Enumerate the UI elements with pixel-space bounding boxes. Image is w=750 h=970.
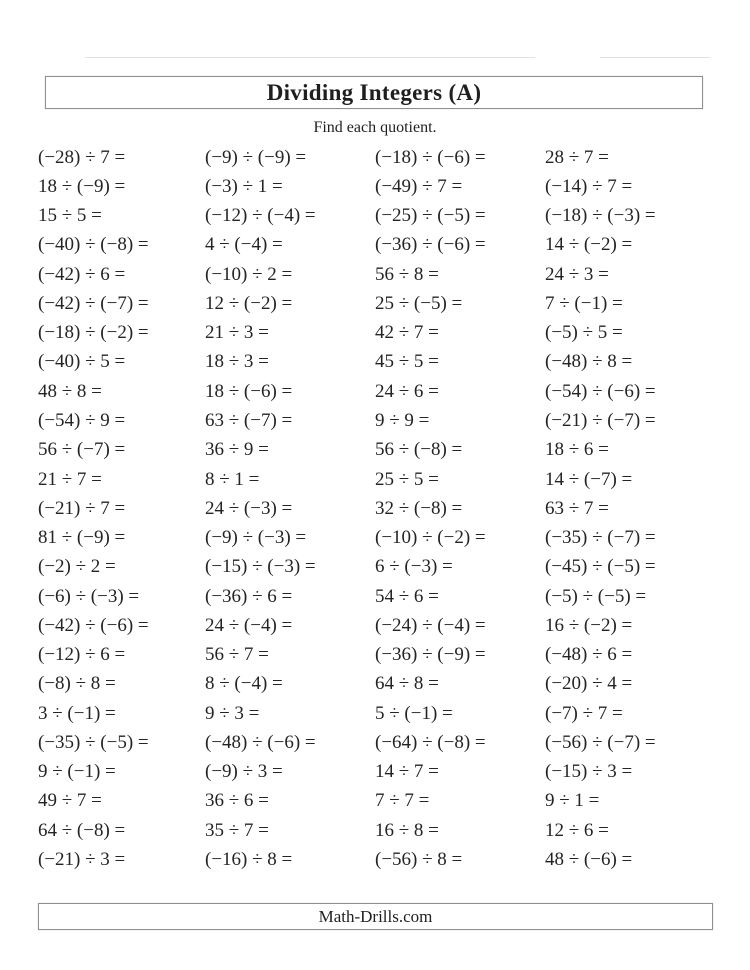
- problem: 9 ÷ 3 =: [205, 702, 260, 724]
- problem: 12 ÷ 6 =: [545, 819, 609, 841]
- problem: (−18) ÷ (−3) =: [545, 205, 656, 227]
- problem: 9 ÷ (−1) =: [38, 761, 116, 783]
- problem: (−25) ÷ (−5) =: [375, 205, 486, 227]
- footer-box: [38, 903, 713, 930]
- problem: 9 ÷ 9 =: [375, 410, 430, 432]
- problem: 48 ÷ (−6) =: [545, 849, 633, 870]
- problem: (−8) ÷ 8 =: [38, 673, 116, 695]
- problem: (−9) ÷ (−3) =: [205, 527, 307, 549]
- title-box: [45, 76, 703, 109]
- problem: 56 ÷ (−7) =: [38, 439, 126, 461]
- problem: 18 ÷ 3 =: [205, 351, 269, 373]
- problem: (−5) ÷ 5 =: [545, 322, 623, 344]
- problem: (−40) ÷ 5 =: [38, 351, 126, 373]
- problem: (−36) ÷ 6 =: [205, 585, 293, 607]
- problem: (−42) ÷ (−6) =: [38, 614, 149, 636]
- problem: (−64) ÷ (−8) =: [375, 731, 486, 753]
- problem: 64 ÷ (−8) =: [38, 819, 126, 841]
- problem: 6 ÷ (−3) =: [375, 556, 453, 578]
- problem: (−35) ÷ (−5) =: [38, 731, 149, 753]
- problem: 63 ÷ 7 =: [545, 497, 609, 519]
- problem: 32 ÷ (−8) =: [375, 497, 463, 519]
- problem: (−56) ÷ (−7) =: [545, 731, 656, 753]
- problem: (−24) ÷ (−4) =: [375, 614, 486, 636]
- problem: 24 ÷ (−4) =: [205, 614, 293, 636]
- problem: 21 ÷ 7 =: [38, 468, 102, 490]
- problem: 36 ÷ 6 =: [205, 790, 269, 812]
- problem: (−49) ÷ 7 =: [375, 175, 463, 197]
- problem: 56 ÷ (−8) =: [375, 439, 463, 461]
- problem: 3 ÷ (−1) =: [38, 702, 116, 724]
- problem: 16 ÷ (−2) =: [545, 614, 633, 636]
- problem: 14 ÷ (−2) =: [545, 234, 633, 256]
- problem: (−18) ÷ (−6) =: [375, 146, 486, 168]
- problem: (−36) ÷ (−6) =: [375, 234, 486, 256]
- problem: 24 ÷ 3 =: [545, 263, 609, 285]
- problem: (−18) ÷ (−2) =: [38, 322, 149, 344]
- footer-text: Math-Drills.com: [318, 906, 433, 926]
- problem: (−10) ÷ 2 =: [205, 263, 293, 285]
- problem: 24 ÷ (−3) =: [205, 497, 293, 519]
- problem: (−9) ÷ 3 =: [205, 761, 283, 783]
- problem: 64 ÷ 8 =: [375, 673, 439, 695]
- problem: 56 ÷ 7 =: [205, 644, 269, 666]
- problem: 36 ÷ 9 =: [205, 439, 269, 461]
- problem: (−2) ÷ 2 =: [38, 556, 116, 578]
- problem: (−12) ÷ 6 =: [38, 644, 126, 666]
- problem: 48 ÷ 8 =: [38, 380, 102, 402]
- problem: 18 ÷ (−9) =: [38, 175, 126, 197]
- problem: (−16) ÷ 8 =: [205, 849, 293, 870]
- problem: 18 ÷ 6 =: [545, 439, 609, 461]
- problem: (−21) ÷ (−7) =: [545, 410, 656, 432]
- problem: 8 ÷ (−4) =: [205, 673, 283, 695]
- page-title: Dividing Integers (A): [266, 79, 482, 105]
- problem: 16 ÷ 8 =: [375, 819, 439, 841]
- problem: (−20) ÷ 4 =: [545, 673, 633, 695]
- problem: (−21) ÷ 7 =: [38, 497, 126, 519]
- problem: (−42) ÷ 6 =: [38, 263, 126, 285]
- problem: (−42) ÷ (−7) =: [38, 292, 149, 314]
- problem: (−54) ÷ 9 =: [38, 410, 126, 432]
- problem: (−45) ÷ (−5) =: [545, 556, 656, 578]
- problem: (−21) ÷ 3 =: [38, 849, 126, 870]
- problem: 5 ÷ (−1) =: [375, 702, 453, 724]
- problem: (−3) ÷ 1 =: [205, 175, 283, 197]
- problem: 63 ÷ (−7) =: [205, 410, 293, 432]
- problem: 42 ÷ 7 =: [375, 322, 439, 344]
- scan-artifact-line: [600, 57, 710, 58]
- problem: (−7) ÷ 7 =: [545, 702, 623, 724]
- problem: 12 ÷ (−2) =: [205, 292, 293, 314]
- problem: (−28) ÷ 7 =: [38, 146, 126, 168]
- problem: (−12) ÷ (−4) =: [205, 205, 316, 227]
- scan-artifact-line: [85, 57, 535, 58]
- problem: 14 ÷ (−7) =: [545, 468, 633, 490]
- problem: (−14) ÷ 7 =: [545, 175, 633, 197]
- problem: (−56) ÷ 8 =: [375, 849, 463, 870]
- problem: (−15) ÷ 3 =: [545, 761, 633, 783]
- problem: (−48) ÷ 8 =: [545, 351, 633, 373]
- problem: (−48) ÷ 6 =: [545, 644, 633, 666]
- problem: (−15) ÷ (−3) =: [205, 556, 316, 578]
- problem: 45 ÷ 5 =: [375, 351, 439, 373]
- problem: 21 ÷ 3 =: [205, 322, 269, 344]
- problem: 35 ÷ 7 =: [205, 819, 269, 841]
- problem: 8 ÷ 1 =: [205, 468, 260, 490]
- problem: 4 ÷ (−4) =: [205, 234, 283, 256]
- problem: (−48) ÷ (−6) =: [205, 731, 316, 753]
- problem: 81 ÷ (−9) =: [38, 527, 126, 549]
- problem: 24 ÷ 6 =: [375, 380, 439, 402]
- problem: (−6) ÷ (−3) =: [38, 585, 140, 607]
- problem: 54 ÷ 6 =: [375, 585, 439, 607]
- problem: 25 ÷ (−5) =: [375, 292, 463, 314]
- problem: 25 ÷ 5 =: [375, 468, 439, 490]
- problem: 7 ÷ (−1) =: [545, 292, 623, 314]
- problem: 28 ÷ 7 =: [545, 146, 609, 168]
- problems-grid: [38, 143, 716, 875]
- problem: 9 ÷ 1 =: [545, 790, 600, 812]
- problem: (−36) ÷ (−9) =: [375, 644, 486, 666]
- problem: (−5) ÷ (−5) =: [545, 585, 647, 607]
- instruction-text: Find each quotient.: [313, 119, 437, 136]
- problem: 56 ÷ 8 =: [375, 263, 439, 285]
- problem: 49 ÷ 7 =: [38, 790, 102, 812]
- problem: (−40) ÷ (−8) =: [38, 234, 149, 256]
- problem: (−9) ÷ (−9) =: [205, 146, 307, 168]
- problem: (−10) ÷ (−2) =: [375, 527, 486, 549]
- problem: (−35) ÷ (−7) =: [545, 527, 656, 549]
- problem: (−54) ÷ (−6) =: [545, 380, 656, 402]
- problem: 15 ÷ 5 =: [38, 205, 102, 227]
- problem: 7 ÷ 7 =: [375, 790, 430, 812]
- problem: 18 ÷ (−6) =: [205, 380, 293, 402]
- problem: 14 ÷ 7 =: [375, 761, 439, 783]
